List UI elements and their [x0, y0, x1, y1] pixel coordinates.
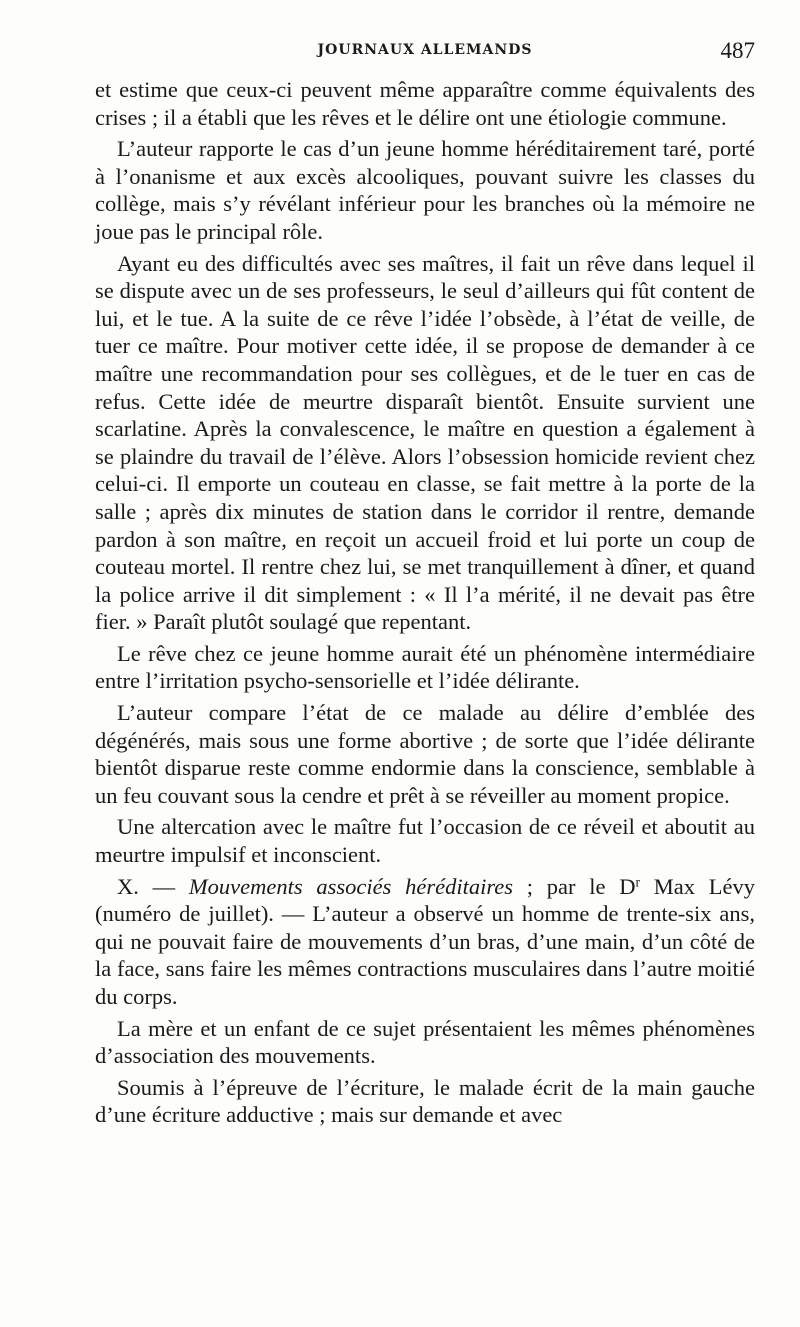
- doctor-superscript: r: [635, 874, 641, 890]
- paragraph-7: [95, 873, 755, 1011]
- paragraph-9: Soumis à l’épreuve de l’écriture, le malade écrit de la main gauche d’une écriture adductive ; mais sur demande et avec: [95, 1074, 755, 1128]
- article-title: Mouvements associés héréditaires: [188, 873, 514, 899]
- paragraph-7-text: Max Lévy (numéro de juillet). — L’auteur a observé un homme de trente-six ans, qui ne pouvait faire de mouvements d’un bras, d’une main, d’un côté de la face, sans faire les mêmes contractions musculaires dans l’autre moitié du corps.: [95, 873, 756, 1009]
- running-title: JOURNAUX ALLEMANDS: [317, 42, 533, 58]
- paragraph-4: Le rêve chez ce jeune homme aurait été un phénomène intermédiaire entre l’irritation psycho-sensorielle et l’idée délirante.: [95, 640, 755, 694]
- page-number: 487: [720, 38, 755, 63]
- section-number: X. —: [117, 873, 189, 899]
- author-prefix: ; par le D: [513, 873, 636, 899]
- paragraph-3: Ayant eu des difficultés avec ses maîtres, il fait un rêve dans lequel il se dispute avec un de ses professeurs, le seul d’ailleurs qui fût content de lui, et le tue. A la suite de ce rêve l’idée l’obsède, à l’état de veille, de tuer ce maître. Pour motiver cette idée, il se propose de demander à ce maître une recommandation pour ses collègues, et de le tuer en cas de refus. Cette idée de meurtre disparaît bientôt. Ensuite survient une scarlatine. Après la convalescence, le maître en question a également à se plaindre du travail de l’élève. Alors l’obsession homicide revient chez celui-ci. Il emporte un couteau en classe, se fait mettre à la porte de la salle ; après dix minutes de station dans le corridor il rentre, demande pardon à son maître, en reçoit un accueil froid et lui porte un coup de couteau mortel. Il rentre chez lui, se met tranquillement à dîner, et quand la police arrive il dit simplement : « Il l’a mérité, il ne devait pas être fier. » Paraît plutôt soulagé que repentant.: [95, 250, 755, 635]
- paragraph-6: Une altercation avec le maître fut l’occasion de ce réveil et aboutit au meurtre impulsif et inconscient.: [95, 814, 755, 868]
- paragraph-8: La mère et un enfant de ce sujet présentaient les mêmes phénomènes d’association des mouvements.: [95, 1015, 755, 1069]
- paragraph-1: et estime que ceux-ci peuvent même apparaître comme équivalents des crises ; il a établi que les rêves et le délire ont une étiologie commune.: [95, 77, 755, 130]
- page-header: [95, 38, 755, 68]
- paragraph-2: L’auteur rapporte le cas d’un jeune homme héréditairement taré, porté à l’onanisme et aux excès alcooliques, pouvant suivre les classes du collège, mais s’y révélant inférieur pour les branches où la mémoire ne joue pas le principal rôle.: [95, 136, 755, 244]
- body-text: [95, 76, 755, 1133]
- paragraph-5: L’auteur compare l’état de ce malade au délire d’emblée des dégénérés, mais sous une forme abortive ; de sorte que l’idée délirante bientôt disparue reste comme endormie dans la conscience, semblable à un feu couvant sous la cendre et prêt à se réveiller au moment propice.: [95, 700, 755, 808]
